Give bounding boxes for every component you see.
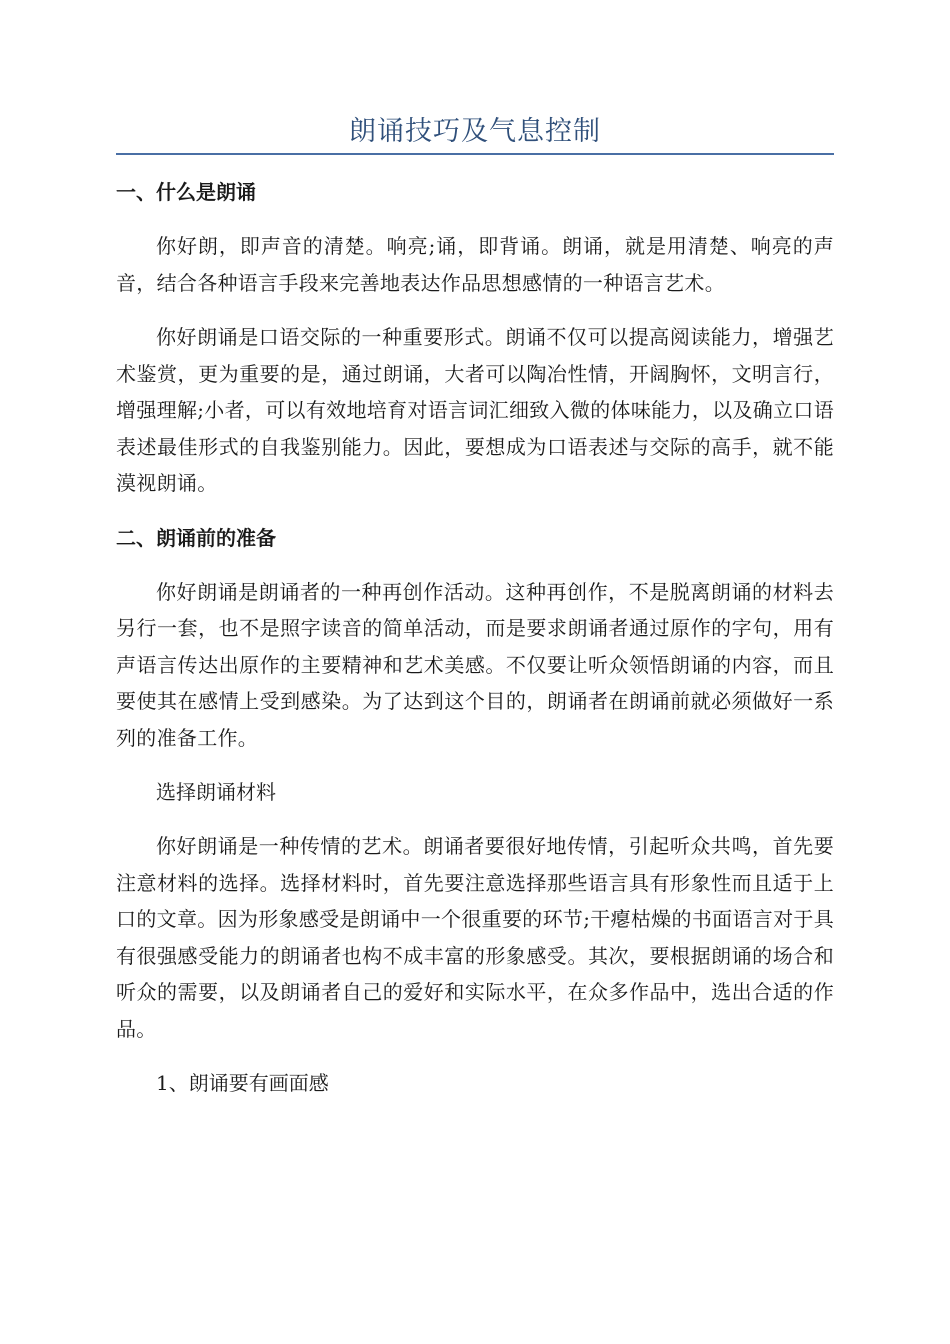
paragraph: 你好朗诵是朗诵者的一种再创作活动。这种再创作，不是脱离朗诵的材料去另行一套，也不是照字读音的简单活动，而是要求朗诵者通过原作的字句，用有声语言传达出原作的主要精神和艺术美感。不仅要让听众领悟朗诵的内容，而且要使其在感情上受到感染。为了达到这个目的，朗诵者在朗诵前就必须做好一系列的准备工作。 [116, 579, 834, 750]
section-heading-what-is-recitation: 一、什么是朗诵 [116, 180, 256, 204]
title-underline [116, 153, 834, 155]
document-body [116, 174, 834, 1119]
section-heading-preparation: 二、朗诵前的准备 [116, 525, 276, 550]
paragraph: 你好朗，即声音的清楚。响亮;诵，即背诵。朗诵，就是用清楚、响亮的声音，结合各种语言手段来完善地表达作品思想感情的一种语言艺术。 [116, 234, 834, 295]
paragraph: 你好朗诵是一种传情的艺术。朗诵者要很好地传情，引起听众共鸣，首先要注意材料的选择。选择材料时，首先要注意选择那些语言具有形象性而且适于上口的文章。因为形象感受是朗诵中一个很重要的环节;干瘪枯燥的书面语言对于具有很强感受能力的朗诵者也构不成丰富的形象感受。其次，要根据朗诵的场合和听众的需要，以及朗诵者自己的爱好和实际水平，在众多作品中，选出合适的作品。 [116, 834, 834, 1041]
page-title: 朗诵技巧及气息控制 [349, 116, 601, 147]
paragraph: 你好朗诵是口语交际的一种重要形式。朗诵不仅可以提高阅读能力，增强艺术鉴赏，更为重要的是，通过朗诵，大者可以陶冶性情，开阔胸怀，文明言行，增强理解;小者，可以有效地培育对语言词汇细致入微的体味能力，以及确立口语表述最佳形式的自我鉴别能力。因此，要想成为口语表述与交际的高手，就不能漠视朗诵。 [116, 325, 834, 495]
subheading-imagery: 1、朗诵要有画面感 [156, 1071, 329, 1095]
subheading-choose-material: 选择朗诵材料 [156, 780, 276, 804]
